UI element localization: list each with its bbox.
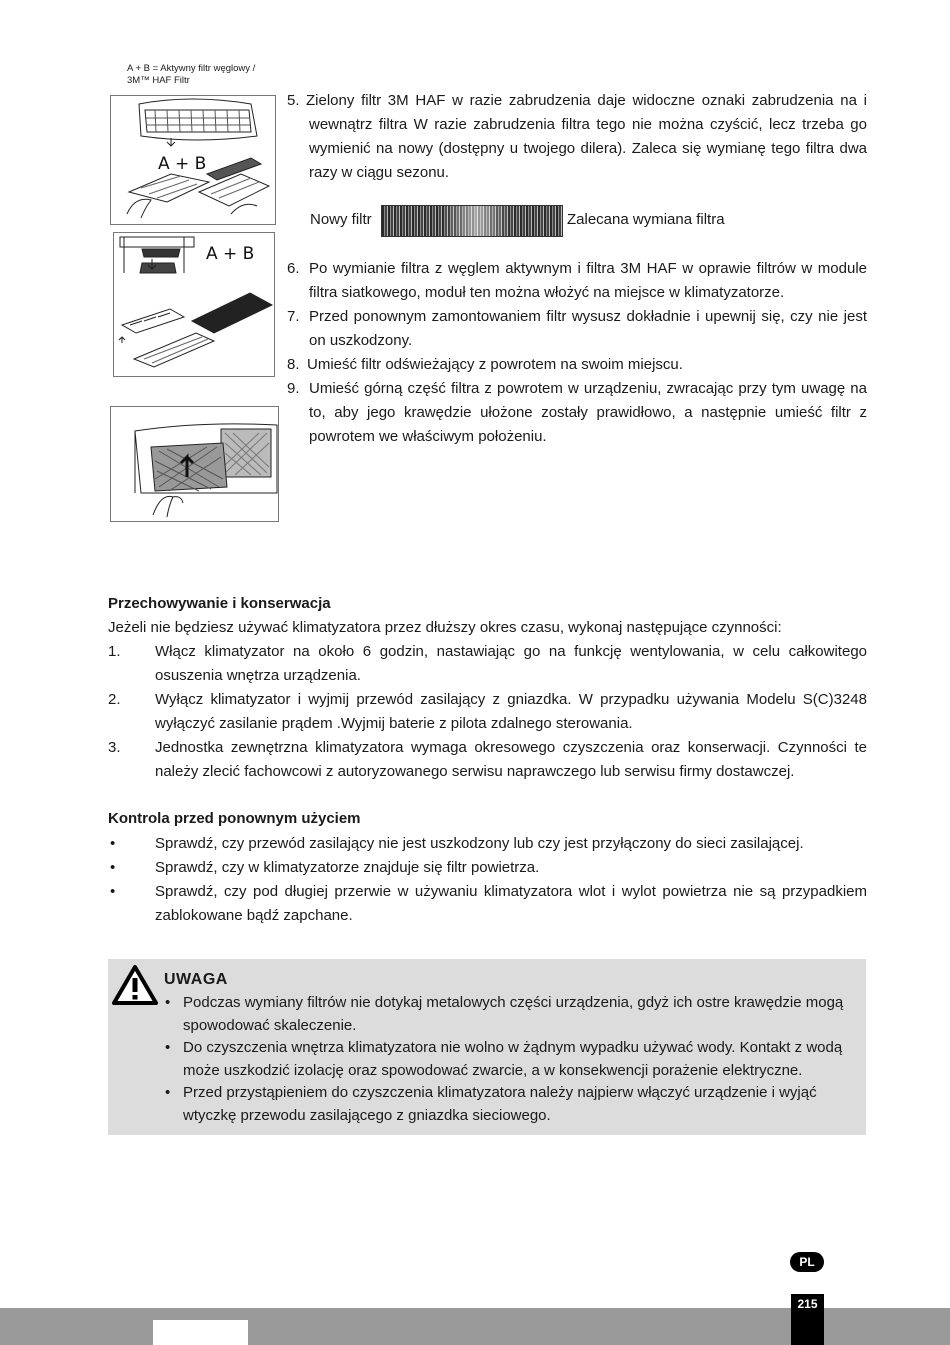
step-number: 7. (287, 308, 300, 325)
language-badge: PL (790, 1252, 824, 1272)
step-5-text: Zielony filtr 3M HAF w razie zabrudzenia daje widoczne oznaki zabrudzenia na i wewnątrz filtra W razie zabrudzenia filtra tego nie można czyścić, lecz trzeba go wymienić na nowy (dostępny u twojego dilera). Zaleca się wymianę tego filtra dwa razy w ciągu sezonu. (306, 92, 867, 181)
replace-filter-label: Zalecana wymiana filtra (567, 211, 725, 228)
storage-heading: Przechowywanie i konserwacja (108, 595, 331, 612)
step-text: Po wymianie filtra z węglem aktywnym i filtra 3M HAF w oprawie filtrów w module filtra siatkowego, moduł ten można włożyć na miejsce w klimatyzatorze. (309, 260, 867, 301)
page-number: 215 (791, 1294, 824, 1345)
figure-filter-insert (110, 406, 279, 522)
check-item-text: Sprawdź, czy pod długiej przerwie w używaniu klimatyzatora wlot i wylot powietrza nie są przypadkiem zablokowane bądź zapchane. (155, 883, 867, 924)
warning-item-text: Podczas wymiany filtrów nie dotykaj metalowych części urządzenia, gdyż ich ostre krawędzie mogą spowodować skaleczenie. (183, 994, 844, 1034)
check-item-text: Sprawdź, czy w klimatyzatorze znajduje się filtr powietrza. (155, 859, 540, 876)
storage-item-text: Włącz klimatyzator na około 6 godzin, nastawiając go na funkcję wentylowania, w celu całkowitego osuszenia wnętrza urządzenia. (155, 643, 867, 684)
figure-caption: A + B = Aktywny filtr węglowy / 3M™ HAF Filtr (127, 63, 256, 86)
step-text: Umieść filtr odświeżający z powrotem na swoim miejscu. (307, 356, 683, 373)
step-number: 8. (287, 356, 300, 373)
check-bullet: • (110, 883, 116, 900)
step-text: Przed ponownym zamontowaniem filtr wysusz dokładnie i upewnij się, czy nie jest on uszkodzony. (309, 308, 867, 349)
step-number: 9. (287, 380, 300, 397)
check-bullet: • (110, 859, 116, 876)
check-bullet: • (110, 835, 116, 852)
check-item-text: Sprawdź, czy przewód zasilający nie jest uszkodzony lub czy jest przyłączony do sieci zasilającej. (155, 835, 804, 852)
step-number: 5. (287, 92, 300, 109)
storage-item-text: Wyłącz klimatyzator i wyjmij przewód zasilający z gniazdka. W przypadku używania Modelu S(C)3248 wyłączyć zasilanie prądem .Wyjmij baterie z pilota zdalnego sterowania. (155, 691, 867, 732)
warning-bullet: • (165, 1039, 171, 1056)
storage-item-number: 1. (108, 643, 121, 660)
warning-item-text: Przed przystąpieniem do czyszczenia klimatyzatora należy najpierw włączyć urządzenie i wyjąć wtyczkę przewodu zasilającego z gniazdka sieciowego. (183, 1084, 817, 1124)
storage-item-number: 3. (108, 739, 121, 756)
step-number: 6. (287, 260, 300, 277)
step-text (306, 89, 867, 185)
step-text: Umieść górną część filtra z powrotem w urządzeniu, zwracając przy tym uwagę na to, aby jego krawędzie ułożone zostały prawidłowo, a następnie umieść filtr z powrotem we właściwym położeniu. (309, 380, 867, 445)
warning-triangle-icon (112, 964, 158, 1006)
storage-intro: Jeżeli nie będziesz używać klimatyzatora przez dłuższy okres czasu, wykonaj następujące czynności: (108, 619, 782, 636)
check-heading: Kontrola przed ponownym użyciem (108, 810, 361, 827)
footer-tab (153, 1320, 248, 1345)
filter-comparison-swatch (381, 205, 563, 237)
figure-label-ab: A + B (158, 154, 207, 174)
filter-insert-illustration (111, 407, 278, 521)
storage-item-text: Jednostka zewnętrzna klimatyzatora wymaga okresowego czyszczenia oraz konserwacji. Czynności te należy zlecić fachowcowi z autoryzowanego serwisu naprawczego lub serwisu firmy dostawczej. (155, 739, 867, 780)
warning-bullet: • (165, 994, 171, 1011)
new-filter-label: Nowy filtr (310, 211, 372, 228)
figure-label-ab: A + B (206, 244, 255, 264)
warning-title: UWAGA (164, 971, 228, 988)
warning-item-text: Do czyszczenia wnętrza klimatyzatora nie wolno w żądnym wypadku używać wody. Kontakt z wodą może uszkodzić izolację oraz spowodować zwarcie, a w konsekwencji porażenie elektryczne. (183, 1039, 843, 1079)
storage-item-number: 2. (108, 691, 121, 708)
warning-bullet: • (165, 1084, 171, 1101)
